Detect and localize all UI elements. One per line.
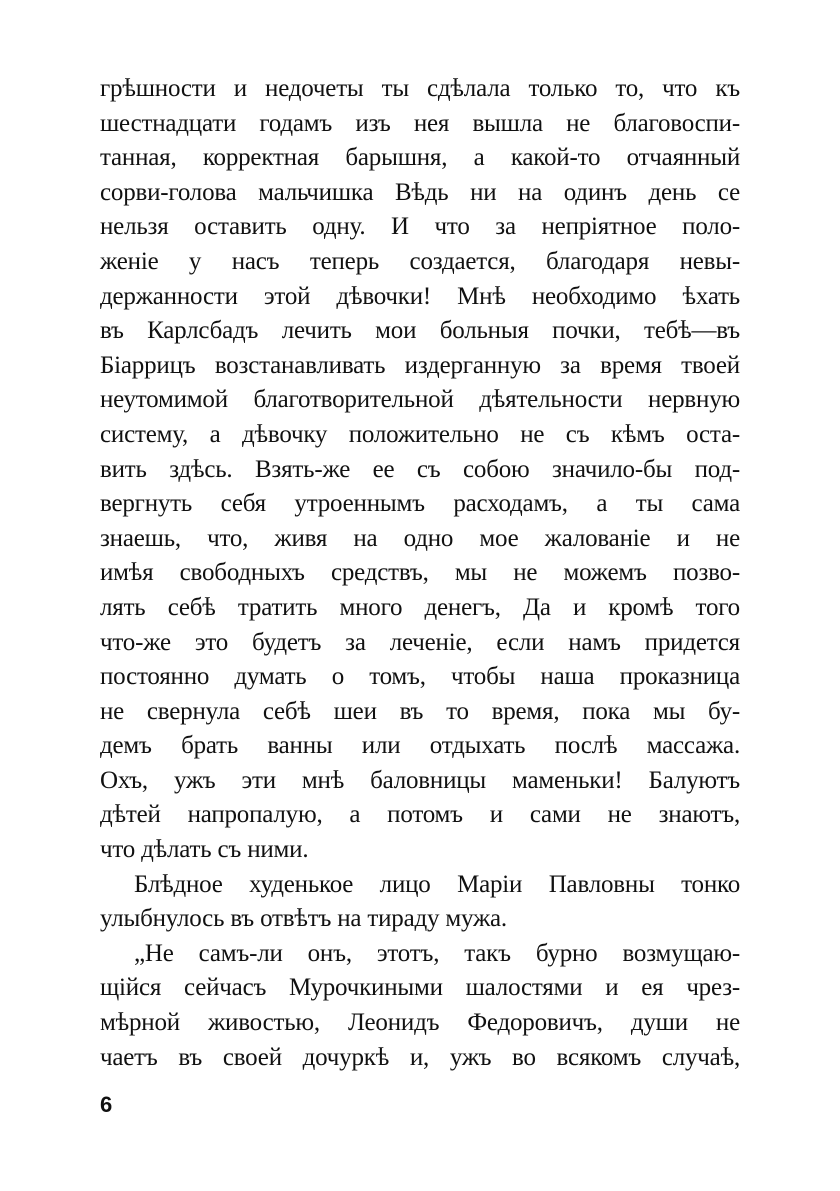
text-line: мѣрной живостью, Леонидъ Федоровичъ, души не — [100, 1009, 740, 1037]
text-line: систему, а дѣвочку положительно не съ кѣмъ оста- — [100, 420, 740, 448]
text-line: „Не самъ-ли онъ, этотъ, такъ бурно возмущаю- — [134, 939, 740, 967]
text-line: Охъ, ужъ эти мнѣ баловницы маменьки! Балуютъ — [100, 766, 740, 794]
text-line: что дѣлать съ ними. — [100, 836, 309, 864]
text-line: въ Карлсбадъ лечить мои больныя почки, тебѣ—въ — [100, 317, 740, 345]
text-line: танная, корректная барышня, а какой-то отчаянный — [100, 144, 740, 172]
text-line: демъ брать ванны или отдыхать послѣ массажа. — [100, 732, 740, 760]
text-line: дѣтей напропалую, а потомъ и сами не знаютъ, — [100, 801, 740, 829]
text-line: постоянно думать о томъ, чтобы наша проказница — [100, 663, 740, 691]
text-line: грѣшности и недочеты ты сдѣлала только то, что къ — [100, 75, 740, 102]
text-line: держанности этой дѣвочки! Мнѣ необходимо ѣхать — [100, 282, 740, 310]
text-line: нельзя оставить одну. И что за непріятное поло- — [100, 213, 740, 241]
text-line: имѣя свободныхъ средствъ, мы не можемъ позво- — [100, 559, 740, 587]
paragraph-1 — [100, 72, 740, 868]
text-line: Біаррицъ возстанавливать издерганную за время твоей — [100, 351, 740, 379]
text-line: женіе у насъ теперь создается, благодаря невы- — [100, 247, 740, 275]
text-line: Блѣдное худенькое лицо Маріи Павловны тонко — [134, 870, 740, 898]
text-line: вергнуть себя утроеннымъ расходамъ, а ты сама — [100, 490, 740, 518]
page-number: 6 — [100, 1092, 113, 1117]
paragraph-2 — [100, 868, 740, 937]
text-line: чаетъ въ своей дочуркѣ и, ужъ во всякомъ случаѣ, — [100, 1043, 740, 1071]
text-line: улыбнулось въ отвѣтъ на тираду мужа. — [100, 905, 507, 933]
text-line: щійся сейчасъ Мурочкиными шалостями и ея чрез- — [100, 974, 740, 1002]
text-line: вить здѣсь. Взять-же ее съ собою значило-бы под- — [100, 455, 740, 483]
text-line: не свернула себѣ шеи въ то время, пока мы бу- — [100, 697, 740, 725]
paragraph-3 — [100, 937, 740, 1075]
page-text — [100, 72, 740, 1075]
text-line: знаешь, что, живя на одно мое жалованіе и не — [100, 524, 740, 552]
text-line: сорви-голова мальчишка Вѣдь ни на одинъ день се — [100, 178, 740, 206]
text-line: что-же это будетъ за леченіе, если намъ придется — [100, 628, 740, 656]
text-line: неутомимой благотворительной дѣятельности нервную — [100, 386, 740, 414]
text-line: лять себѣ тратить много денегъ, Да и кромѣ того — [100, 593, 740, 621]
text-line: шестнадцати годамъ изъ нея вышла не благовоспи- — [100, 109, 740, 137]
